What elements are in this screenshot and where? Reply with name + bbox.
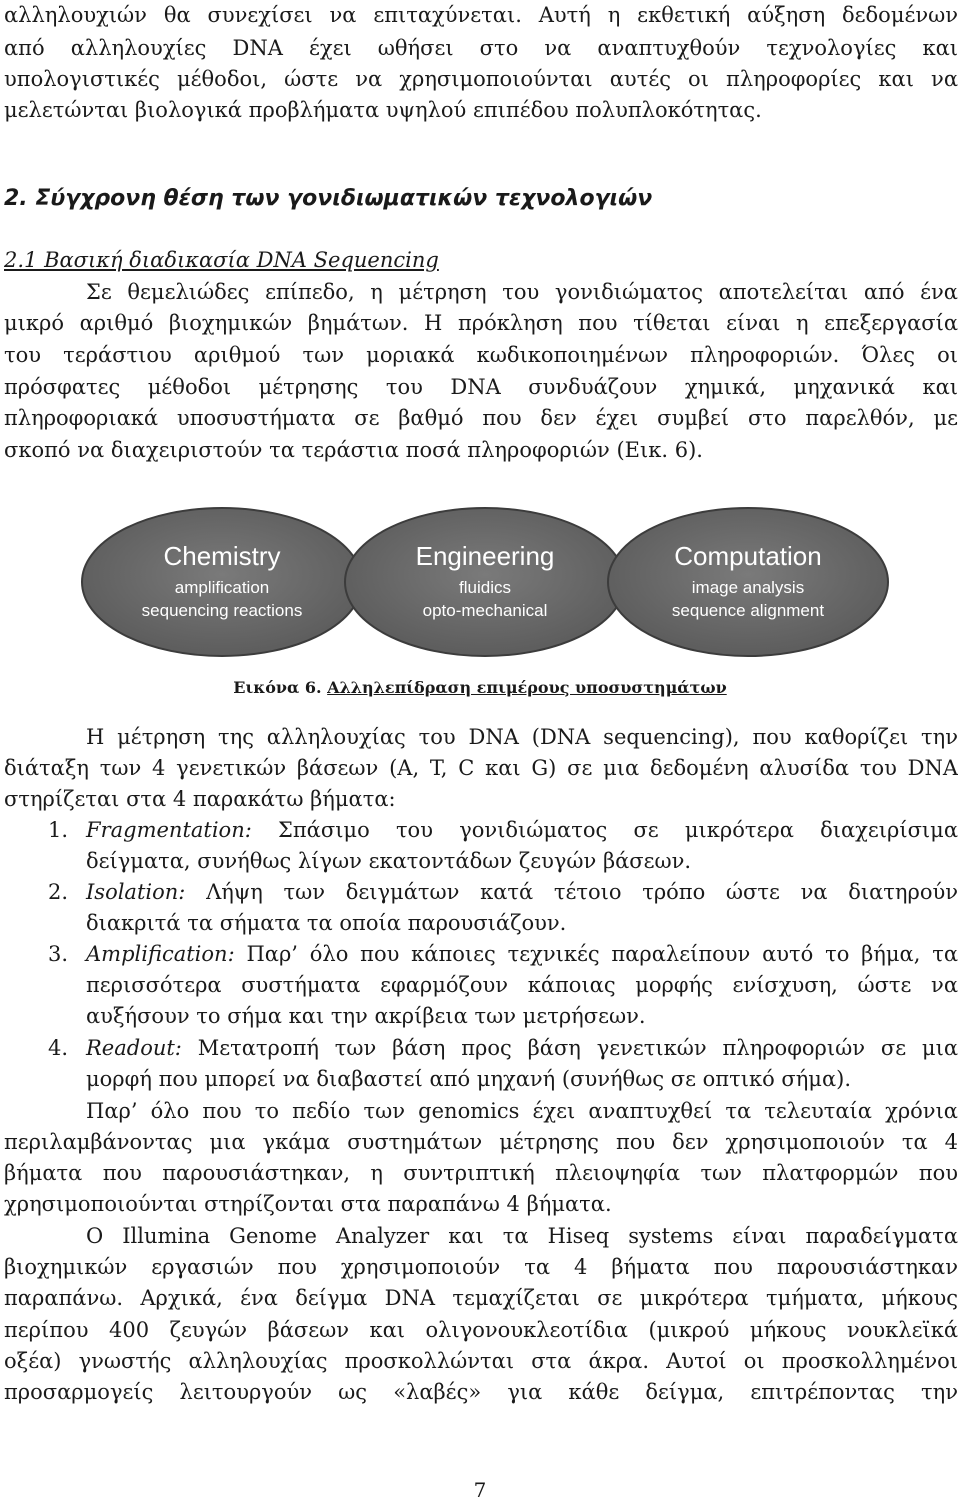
text-line: διακριτά τα σήματα τα οποία παρουσιάζουν. bbox=[86, 911, 567, 935]
text-line: οξέα) γνωστής αλληλουχίας προσκολλώνται στα άκρα. Αυτοί οι προσκολλημένοι bbox=[4, 1349, 958, 1373]
text-line: παραπάνω. Αρχικά, ένα δείγμα DNA τεμαχίζεται σε μικρότερα τμήματα, μήκους bbox=[4, 1286, 958, 1310]
text-line: διάταξη των 4 γενετικών βάσεων (A, T, C και G) σε μια δεδομένη αλυσίδα του DNA bbox=[4, 756, 958, 780]
step-term: Amplification: bbox=[86, 942, 235, 966]
caption-label: Εικόνα 6. bbox=[233, 678, 322, 697]
text-line: στηρίζεται στα 4 παρακάτω βήματα: bbox=[4, 787, 396, 811]
ellipse-title: Engineering bbox=[415, 541, 555, 571]
ellipse-line: sequence alignment bbox=[671, 601, 825, 620]
text-line: πρόσφατες μέθοδοι μέτρησης του DNA συνδυάζουν χημικά, μηχανικά και bbox=[4, 375, 958, 399]
page-number: 7 bbox=[473, 1478, 487, 1502]
text-line: Παρ’ όλο που το πεδίο των genomics έχει αναπτυχθεί τα τελευταία χρόνια bbox=[86, 1099, 958, 1123]
step-text: Μετατροπή των βάση προς βάση γενετικών πληροφοριών σε μια bbox=[197, 1036, 958, 1060]
text-line: πληροφοριακά υποσυστήματα σε βαθμό που δεν έχει συμβεί στο παρελθόν, με bbox=[4, 406, 958, 430]
step-number: 1. bbox=[48, 818, 69, 842]
figure-caption bbox=[0, 676, 960, 700]
text-line: αλληλουχιών θα συνεχίσει να επιταχύνεται. Αυτή η εκθετική αύξηση δεδομένων bbox=[4, 3, 958, 27]
ellipse-engineering bbox=[345, 508, 625, 656]
step-number: 3. bbox=[48, 942, 69, 966]
step-text: Λήψη των δειγμάτων κατά τέτοιο τρόπο ώστε να διατηρούν bbox=[206, 880, 958, 904]
step-text: Παρ’ όλο που κάποιες τεχνικές παραλείπουν αυτό το βήμα, τα bbox=[246, 942, 958, 966]
ellipse-line: image analysis bbox=[691, 578, 805, 597]
step-number: 2. bbox=[48, 880, 69, 904]
text-line: υπολογιστικές μέθοδοι, ώστε να χρησιμοποιούνται αυτές οι πληροφορίες και να bbox=[4, 67, 958, 91]
step-1 bbox=[86, 815, 958, 846]
step-term: Isolation: bbox=[86, 880, 186, 904]
text-line: μελετώνται βιολογικά προβλήματα υψηλού επιπέδου πολυπλοκότητας. bbox=[4, 98, 762, 122]
ellipse-line: fluidics bbox=[459, 578, 511, 597]
text-line: αυξήσουν το σήμα και την ακρίβεια των μετρήσεων. bbox=[86, 1004, 646, 1028]
ellipse-line: opto-mechanical bbox=[422, 601, 548, 620]
text-line: προσαρμογείς λειτουργούν ως «λαβές» για κάθε δείγμα, επιτρέποντας την bbox=[4, 1380, 958, 1404]
ellipse-title: Computation bbox=[674, 541, 822, 571]
ellipse-title: Chemistry bbox=[163, 541, 281, 571]
text-line: σκοπό να διαχειριστούν τα τεράστια ποσά πληροφοριών (Εικ. 6). bbox=[4, 438, 703, 462]
ellipse-chemistry bbox=[82, 508, 362, 656]
text-line: Η μέτρηση της αλληλουχίας του DNA (DNA sequencing), που καθορίζει την bbox=[86, 725, 958, 749]
step-4 bbox=[86, 1033, 958, 1064]
text-line: περίπου 400 ζευγών βάσεων και ολιγονουκλεοτίδια (μικρού μήκους νουκλεϊκά bbox=[4, 1318, 958, 1342]
text-line: μορφή που μπορεί να διαβαστεί από μηχανή (συνήθως σε οπτικό σήμα). bbox=[86, 1067, 852, 1091]
step-3 bbox=[86, 939, 958, 970]
step-number: 4. bbox=[48, 1036, 69, 1060]
text-line: δείγματα, συνήθως λίγων εκατοντάδων ζευγών βάσεων. bbox=[86, 849, 692, 873]
ellipse-computation bbox=[608, 508, 888, 656]
ellipse-line: amplification bbox=[174, 578, 270, 597]
text-line: βιοχημικών εργασιών που χρησιμοποιούν τα 4 βήματα που παρουσιάστηκαν bbox=[4, 1255, 958, 1279]
step-term: Readout: bbox=[86, 1036, 182, 1060]
subsystems-figure bbox=[80, 505, 890, 660]
step-2 bbox=[86, 877, 958, 908]
step-text: Σπάσιμο του γονιδιώματος σε μικρότερα διαχειρίσιμα bbox=[278, 818, 959, 842]
caption-text: Αλληλεπίδραση επιμέρους υποσυστημάτων bbox=[327, 678, 727, 697]
subsection-heading: 2.1 Βασική διαδικασία DNA Sequencing bbox=[4, 248, 439, 272]
ellipse-line: sequencing reactions bbox=[141, 601, 303, 620]
text-line: μικρό αριθμό βιοχημικών βημάτων. Η πρόκληση που τίθεται είναι η επεξεργασία bbox=[4, 311, 958, 335]
text-line: Σε θεμελιώδες επίπεδο, η μέτρηση του γονιδιώματος αποτελείται από ένα bbox=[86, 280, 958, 304]
text-line: από αλληλουχίες DNA έχει ωθήσει στο να αναπτυχθούν τεχνολογίες και bbox=[4, 36, 958, 60]
step-term: Fragmentation: bbox=[86, 818, 252, 842]
section-heading: 2. Σύγχρονη θέση των γονιδιωματικών τεχνολογιών bbox=[4, 186, 653, 211]
text-line: περισσότερα συστήματα εφαρμόζουν κάποιας μορφής ενίσχυση, ώστε να bbox=[86, 973, 958, 997]
text-line: περιλαμβάνοντας μια γκάμα συστημάτων μέτρησης που δεν χρησιμοποιούν τα 4 bbox=[4, 1130, 958, 1154]
text-line: του τεράστιου αριθμού των μοριακά κωδικοποιημένων πληροφοριών. Όλες οι bbox=[4, 343, 958, 367]
text-line: χρησιμοποιούνται στηρίζονται στα παραπάνω 4 βήματα. bbox=[4, 1192, 612, 1216]
text-line: Ο Illumina Genome Analyzer και τα Hiseq systems είναι παραδείγματα bbox=[86, 1224, 958, 1248]
text-line: βήματα που παρουσιάστηκαν, η συντριπτική πλειοψηφία των πλατφορμών που bbox=[4, 1161, 958, 1185]
